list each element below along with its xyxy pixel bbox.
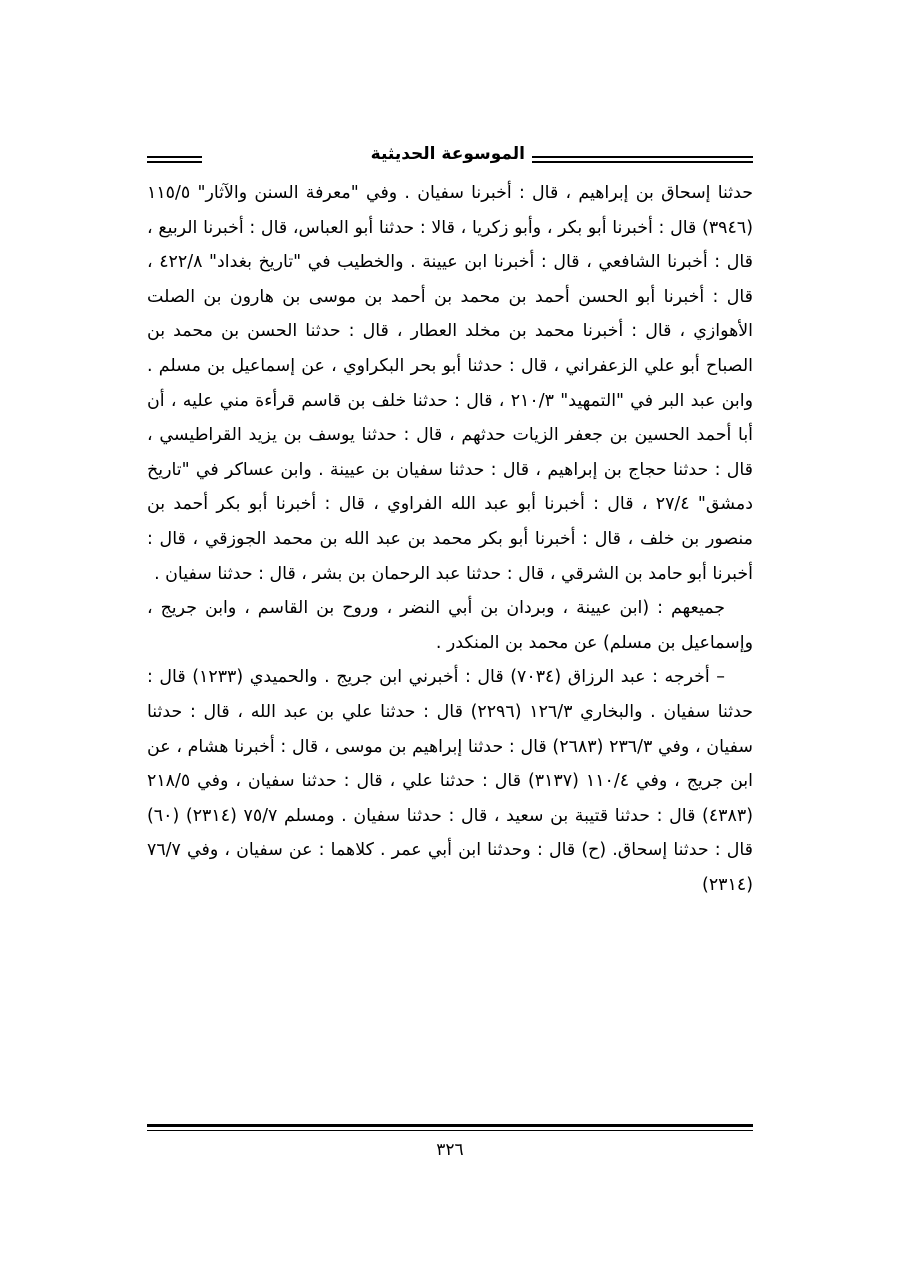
paragraph-summary: جميعهم : (ابن عيينة ، وبردان بن أبي النضر ، وروح بن القاسم ، وابن جريج ، وإسماعيل بن مسلم) عن محمد بن المنكدر . <box>147 598 753 653</box>
running-header <box>147 140 753 176</box>
paragraph-isnad-continuation: حدثنا إسحاق بن إبراهيم ، قال : أخبرنا سفيان . وفي "معرفة السنن والآثار" ١١٥/٥ (٣٩٤٦) قال : أخبرنا أبو بكر ، وأبو زكريا ، قالا : حدثنا أبو العباس، قال : أخبرنا الربيع ، قال : أخبرنا الشافعي ، قال : أخبرنا ابن عيينة . والخطيب في "تاريخ بغداد" ٤٢٢/٨ ، قال : أخبرنا أبو الحسن أحمد بن محمد بن أحمد بن موسى بن هارون بن الصلت الأهوازي ، قال : أخبرنا محمد بن مخلد العطار ، قال : حدثنا الحسن بن محمد بن الصباح أبو علي الزعفراني ، قال : حدثنا أبو بحر البكراوي ، عن إسماعيل بن مسلم . وابن عبد البر في "التمهيد" ٢١٠/٣ ، قال : حدثنا خلف بن قاسم قرأءة مني عليه ، أن أبا أحمد الحسين بن جعفر الزيات حدثهم ، قال : حدثنا يوسف بن يزيد القراطيسي ، قال : حدثنا حجاج بن إبراهيم ، قال : حدثنا سفيان بن عيينة . وابن عساكر في "تاريخ دمشق" ٢٧/٤ ، قال : أخبرنا أبو عبد الله الفراوي ، قال : أخبرنا أبو بكر أحمد بن منصور بن خلف ، قال : أخبرنا أبو بكر محمد بن عبد الله بن محمد الجوزقي ، قال : أخبرنا أبو حامد بن الشرقي ، قال : حدثنا عبد الرحمان بن بشر ، قال : حدثنا سفيان . <box>147 183 753 584</box>
header-rule-right <box>532 156 753 163</box>
footer-rule <box>147 1124 753 1131</box>
header-title: الموسوعة الحديثية <box>370 144 525 164</box>
page-number: ٣٢٦ <box>436 1140 464 1160</box>
body-text <box>147 176 753 902</box>
paragraph-takhrij: – أخرجه : عبد الرزاق (٧٠٣٤) قال : أخبرني ابن جريج . والحميدي (١٢٣٣) قال : حدثنا سفيان . والبخاري ١٢٦/٣ (٢٢٩٦) قال : حدثنا علي بن عبد الله ، قال : حدثنا سفيان ، وفي ٢٣٦/٣ (٢٦٨٣) قال : حدثنا إبراهيم بن موسى ، قال : أخبرنا هشام ، عن ابن جريج ، وفي ١١٠/٤ (٣١٣٧) قال : حدثنا علي ، قال : حدثنا سفيان ، وفي ٢١٨/٥ (٤٣٨٣) قال : حدثنا قتيبة بن سعيد ، قال : حدثنا سفيان . ومسلم ٧٥/٧ (٢٣١٤) (٦٠) قال : حدثنا إسحاق. (ح) قال : وحدثنا ابن أبي عمر . كلاهما : عن سفيان ، وفي ٧٦/٧ (٢٣١٤) <box>147 667 754 895</box>
header-rule-left <box>147 156 202 163</box>
